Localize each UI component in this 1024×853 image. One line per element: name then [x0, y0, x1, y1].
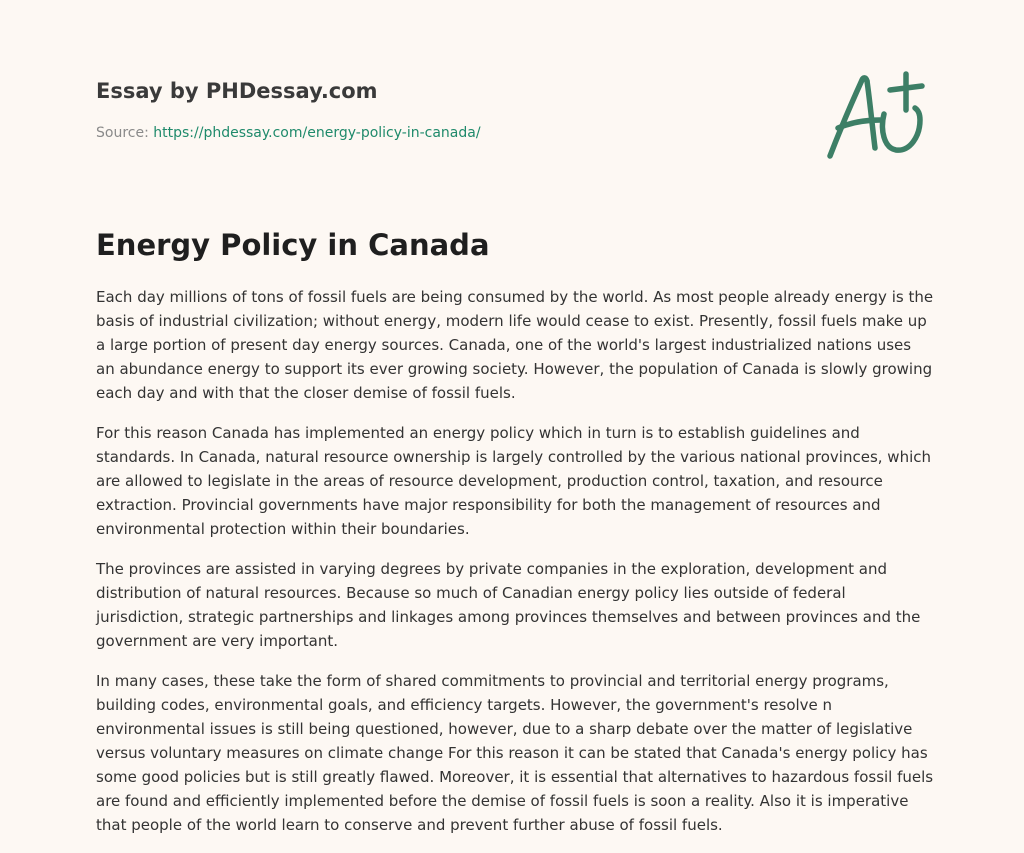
essay-paragraph: For this reason Canada has implemented an energy policy which in turn is to establish guidelines and standards. In Canada, natural resource ownership is largely controlled by the various national provinces, which are allowed to legislate in the areas of resource development, production control, taxation, and resource extraction. Provincial governments have major responsibility for both the management of resources and environmental protection within their boundaries.	[96, 424, 931, 538]
source-line	[96, 123, 481, 143]
source-link[interactable]: https://phdessay.com/energy-policy-in-canada/	[153, 125, 481, 141]
essay-paragraph: The provinces are assisted in varying degrees by private companies in the exploration, development and distribution of natural resources. Because so much of Canadian energy policy lies outside of federal jurisdiction, strategic partnerships and linkages among provinces themselves and between provinces and the government are very important.	[96, 560, 921, 650]
a-plus-logo-icon	[822, 68, 928, 164]
source-label: Source:	[96, 125, 154, 141]
essay-body	[96, 285, 934, 853]
a-plus-logo	[822, 68, 928, 164]
essay-paragraph: Each day millions of tons of fossil fuels are being consumed by the world. As most people already energy is the basis of industrial civilization; without energy, modern life would cease to exist. Presently, fossil fuels make up a large portion of present day energy sources. Canada, one of the world's largest industrialized nations uses an abundance energy to support its ever growing society. However, the population of Canada is slowly growing each day and with that the closer demise of fossil fuels.	[96, 288, 934, 402]
essay-paragraph: In many cases, these take the form of shared commitments to provincial and territorial energy programs, building codes, environmental goals, and efficiency targets. However, the government's resolve n environmental issues is still being questioned, however, due to a sharp debate over the matter of legislative versus voluntary measures on climate change For this reason it can be stated that Canada's energy policy has some good policies but is still greatly flawed. Moreover, it is essential that alternatives to hazardous fossil fuels are found and efficiently implemented before the demise of fossil fuels is soon a reality. Also it is imperative that people of the world learn to conserve and prevent further abuse of fossil fuels.	[96, 672, 934, 834]
site-title: Essay by PHDessay.com	[96, 79, 378, 103]
essay-title: Energy Policy in Canada	[96, 228, 490, 262]
